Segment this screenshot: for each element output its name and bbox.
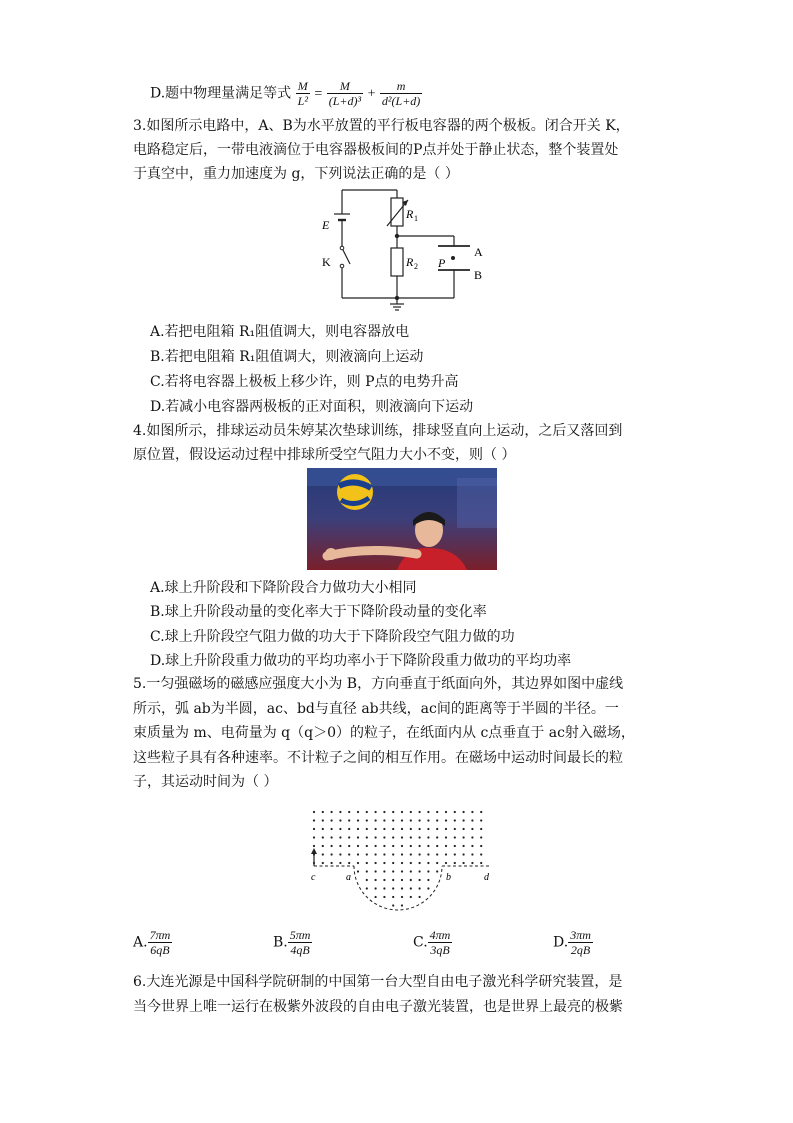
- answer-c-label: C.: [413, 934, 428, 951]
- field-dot: [366, 811, 368, 813]
- field-dot: [445, 853, 447, 855]
- field-dot: [427, 828, 429, 830]
- field-dot: [401, 845, 403, 847]
- field-dot: [366, 819, 368, 821]
- label-c: c: [311, 872, 316, 883]
- field-dot: [445, 828, 447, 830]
- field-dot: [375, 828, 377, 830]
- field-dot: [419, 896, 421, 898]
- field-dot: [427, 811, 429, 813]
- label-a: a: [346, 872, 351, 883]
- field-dot: [427, 887, 429, 889]
- field-dot: [463, 836, 465, 838]
- field-dot: [339, 828, 341, 830]
- field-dot: [366, 887, 368, 889]
- field-dot: [357, 853, 359, 855]
- field-dot: [410, 845, 412, 847]
- field-dot: [454, 828, 456, 830]
- field-dot: [392, 811, 394, 813]
- field-dot: [445, 845, 447, 847]
- q2-option-d: D.题中物理量满足等式 $\frac{M}{\text{L²}}$ = $\frac{M}{\text{(L+d)³}}$ + $\frac{m}{\text{d²(L+d)}}$: [150, 79, 421, 108]
- field-dot: [436, 828, 438, 830]
- answer-c-den: 3qB: [430, 943, 450, 957]
- label-b: b: [446, 872, 451, 883]
- field-dot: [357, 845, 359, 847]
- circuit-diagram: [310, 186, 500, 316]
- q4-option-a: A.球上升阶段和下降阶段合力做功大小相同: [150, 580, 417, 596]
- field-dot: [348, 836, 350, 838]
- q4-stem-line-1: 4.如图所示，排球运动员朱婷某次垫球训练，排球竖直向上运动，之后又落回到: [133, 423, 623, 439]
- field-dot: [313, 828, 315, 830]
- field-dot: [401, 904, 403, 906]
- field-dot: [375, 879, 377, 881]
- field-dot: [445, 836, 447, 838]
- field-dot: [322, 853, 324, 855]
- field-dot: [383, 836, 385, 838]
- field-dot: [366, 836, 368, 838]
- field-dot: [392, 836, 394, 838]
- field-dot: [339, 811, 341, 813]
- field-dot: [419, 845, 421, 847]
- field-dot: [375, 845, 377, 847]
- field-dot: [410, 879, 412, 881]
- field-dot: [392, 862, 394, 864]
- field-dot: [375, 853, 377, 855]
- field-dot: [463, 845, 465, 847]
- field-dot: [410, 870, 412, 872]
- field-dot: [401, 828, 403, 830]
- field-dot: [331, 845, 333, 847]
- field-dot: [445, 811, 447, 813]
- field-dot: [383, 819, 385, 821]
- field-dot: [366, 862, 368, 864]
- field-dot: [445, 819, 447, 821]
- field-dot: [480, 828, 482, 830]
- field-dot: [331, 828, 333, 830]
- magnetic-field-diagram: [300, 804, 500, 916]
- field-dot: [322, 819, 324, 821]
- field-dot: [463, 819, 465, 821]
- answer-a-den: 6qB: [150, 943, 170, 957]
- field-dot: [348, 828, 350, 830]
- field-dot: [436, 853, 438, 855]
- field-dot: [331, 811, 333, 813]
- field-dot: [383, 828, 385, 830]
- field-dot: [375, 896, 377, 898]
- eq-lhs-num: M: [296, 79, 310, 94]
- label-A: A: [474, 245, 483, 259]
- field-dot: [454, 845, 456, 847]
- field-dot: [366, 879, 368, 881]
- q5-answer-c: [413, 928, 452, 957]
- field-dot: [419, 870, 421, 872]
- field-dot: [445, 862, 447, 864]
- field-dot: [471, 853, 473, 855]
- field-dot: [366, 853, 368, 855]
- eq-lhs-den: L²: [297, 94, 308, 108]
- field-dot: [410, 836, 412, 838]
- field-dot: [410, 853, 412, 855]
- field-dot: [436, 870, 438, 872]
- field-dot: [366, 828, 368, 830]
- field-dot: [383, 862, 385, 864]
- field-dot: [436, 819, 438, 821]
- field-dot: [419, 862, 421, 864]
- q4-option-c: C.球上升阶段空气阻力做的功大于下降阶段空气阻力做的功: [150, 629, 515, 645]
- field-dot: [366, 845, 368, 847]
- field-dot: [401, 896, 403, 898]
- field-dot: [471, 819, 473, 821]
- field-dot: [419, 836, 421, 838]
- field-dot: [427, 819, 429, 821]
- field-dot: [454, 853, 456, 855]
- field-dot: [410, 887, 412, 889]
- field-dot: [383, 896, 385, 898]
- field-dot: [436, 811, 438, 813]
- field-dot: [436, 862, 438, 864]
- field-dot: [480, 853, 482, 855]
- field-dot: [401, 862, 403, 864]
- field-dot: [401, 819, 403, 821]
- field-dot: [331, 836, 333, 838]
- answer-b-num: 5πm: [289, 928, 311, 942]
- field-dot: [348, 811, 350, 813]
- field-dot: [322, 845, 324, 847]
- field-dot: [322, 836, 324, 838]
- answer-d-num: 3πm: [570, 928, 591, 942]
- q3-option-d: D.若减小电容器两极板的正对面积，则液滴向下运动: [150, 399, 474, 415]
- field-dot: [339, 819, 341, 821]
- field-dot: [480, 836, 482, 838]
- field-dot: [392, 853, 394, 855]
- field-dot: [392, 904, 394, 906]
- field-dot: [401, 879, 403, 881]
- q6-stem-line-1: 6.大连光源是中国科学院研制的中国第一台大型自由电子激光科学研究装置，是: [133, 974, 623, 990]
- label-R1: R: [406, 207, 414, 221]
- q5-stem-line-3: 束质量为 m、电荷量为 q（q＞0）的粒子，在纸面内从 c点垂直于 ac射入磁场，: [133, 725, 635, 741]
- field-dot: [375, 887, 377, 889]
- q4-option-d: D.球上升阶段重力做功的平均功率小于下降阶段重力做功的平均功率: [150, 653, 572, 669]
- field-dot: [375, 836, 377, 838]
- answer-b-den: 4qB: [290, 943, 310, 957]
- field-dot: [463, 853, 465, 855]
- volleyball-photo: [307, 468, 497, 570]
- field-dot: [480, 862, 482, 864]
- q3-stem-line-1: 3.如图所示电路中，A、B为水平放置的平行板电容器的两个极板。闭合开关 K，: [133, 118, 630, 134]
- answer-d-den: 2qB: [570, 943, 591, 957]
- field-dot: [480, 845, 482, 847]
- q5-stem-line-4: 这些粒子具有各种速率。不计粒子之间的相互作用。在磁场中运动时间最长的粒: [133, 750, 623, 766]
- field-dot: [348, 862, 350, 864]
- field-dot: [471, 845, 473, 847]
- field-dot: [348, 819, 350, 821]
- field-dot: [419, 887, 421, 889]
- field-dot: [410, 896, 412, 898]
- field-dot: [357, 828, 359, 830]
- q4-option-b: B.球上升阶段动量的变化率大于下降阶段动量的变化率: [150, 604, 487, 620]
- field-dot: [436, 845, 438, 847]
- eq-lhs-fraction: [296, 79, 310, 108]
- field-dot: [339, 845, 341, 847]
- eq-r1-den: (L+d)³: [328, 94, 362, 108]
- field-dot: [322, 862, 324, 864]
- q3-option-b: B.若把电阻箱 R₁阻值调大，则液滴向上运动: [150, 349, 424, 365]
- label-R1-sub: 1: [414, 214, 418, 223]
- field-dot: [454, 811, 456, 813]
- label-K: K: [322, 255, 331, 269]
- q5-stem-line-1: 5.一匀强磁场的磁感应强度大小为 B，方向垂直于纸面向外，其边界如图中虚线: [133, 676, 624, 692]
- field-dot: [427, 870, 429, 872]
- field-dot: [357, 870, 359, 872]
- field-dot: [419, 853, 421, 855]
- field-dot: [463, 811, 465, 813]
- field-dot: [401, 853, 403, 855]
- field-dot: [410, 828, 412, 830]
- field-dot: [383, 887, 385, 889]
- field-dot: [357, 836, 359, 838]
- field-dot: [463, 862, 465, 864]
- field-dot: [348, 853, 350, 855]
- field-dot: [427, 853, 429, 855]
- field-dot: [454, 836, 456, 838]
- field-dot: [357, 811, 359, 813]
- field-dot: [463, 828, 465, 830]
- field-dot: [454, 862, 456, 864]
- field-dot: [313, 836, 315, 838]
- q4-stem-line-2: 原位置，假设运动过程中排球所受空气阻力大小不变，则（ ）: [133, 447, 516, 463]
- field-dot: [419, 828, 421, 830]
- field-dot: [419, 811, 421, 813]
- field-dot: [454, 819, 456, 821]
- field-dot: [375, 811, 377, 813]
- field-dot: [480, 819, 482, 821]
- q5-answer-d: [553, 928, 593, 957]
- answer-a-num: 7πm: [149, 928, 171, 942]
- q5-answer-a: [133, 928, 172, 957]
- label-E: E: [322, 218, 330, 232]
- field-dot: [313, 811, 315, 813]
- eq-r1-fraction: [327, 79, 363, 108]
- field-dot: [322, 811, 324, 813]
- label-d: d: [484, 872, 489, 883]
- field-dot: [322, 828, 324, 830]
- eq-r1-num: M: [327, 79, 363, 94]
- field-dot: [375, 862, 377, 864]
- q5-stem-line-2: 所示，弧 ab为半圆，ac、bd与直径 ab共线，ac间的距离等于半圆的半径。一: [133, 701, 619, 717]
- q3-stem-line-3: 于真空中，重力加速度为 g，下列说法正确的是（ ）: [133, 166, 459, 182]
- field-dot: [471, 828, 473, 830]
- answer-d-label: D.: [553, 934, 569, 951]
- field-dot: [427, 836, 429, 838]
- field-dot: [339, 862, 341, 864]
- q3-stem-line-2: 电路稳定后，一带电液滴位于电容器极板间的P点并处于静止状态，整个装置处: [133, 142, 619, 158]
- field-dot: [392, 845, 394, 847]
- field-dot: [375, 819, 377, 821]
- field-dot: [410, 811, 412, 813]
- field-dot: [410, 862, 412, 864]
- field-dot: [392, 896, 394, 898]
- eq-r2-num: m: [380, 79, 422, 94]
- answer-c-num: 4πm: [429, 928, 451, 942]
- field-dot: [436, 836, 438, 838]
- field-dot: [313, 845, 315, 847]
- field-dot: [339, 853, 341, 855]
- label-R2-sub: 2: [414, 262, 418, 271]
- field-dot: [392, 879, 394, 881]
- label-R2: R: [406, 255, 414, 269]
- field-dot: [427, 862, 429, 864]
- q3-option-a: A.若把电阻箱 R₁阻值调大，则电容器放电: [150, 324, 410, 340]
- field-dot: [313, 819, 315, 821]
- label-B: B: [474, 268, 483, 282]
- field-dot: [427, 845, 429, 847]
- field-dot: [383, 845, 385, 847]
- field-dot: [419, 819, 421, 821]
- answer-b-label: B.: [273, 934, 288, 951]
- field-dot: [401, 811, 403, 813]
- eq-r2-den: d²(L+d): [381, 94, 421, 108]
- field-dot: [401, 870, 403, 872]
- q6-stem-line-2: 当今世界上唯一运行在极紫外波段的自由电子激光装置，也是世界上最亮的极紫: [133, 999, 623, 1015]
- field-dot: [471, 862, 473, 864]
- field-dot: [392, 887, 394, 889]
- field-dot: [383, 870, 385, 872]
- field-dot: [348, 845, 350, 847]
- field-dot: [392, 819, 394, 821]
- field-dot: [339, 836, 341, 838]
- field-dot: [410, 819, 412, 821]
- field-dot: [357, 862, 359, 864]
- field-dot: [331, 819, 333, 821]
- field-dot: [401, 836, 403, 838]
- field-dot: [480, 811, 482, 813]
- q5-answer-b: [273, 928, 312, 957]
- field-dot: [331, 853, 333, 855]
- field-dot: [331, 862, 333, 864]
- field-dot: [427, 879, 429, 881]
- field-dot: [392, 828, 394, 830]
- field-dot: [383, 853, 385, 855]
- field-dot: [392, 870, 394, 872]
- field-dot: [357, 819, 359, 821]
- field-dot: [471, 836, 473, 838]
- field-dot: [383, 811, 385, 813]
- field-dot: [383, 879, 385, 881]
- answer-a-label: A.: [133, 934, 148, 951]
- field-dot: [471, 811, 473, 813]
- field-dot: [401, 887, 403, 889]
- field-dot: [419, 879, 421, 881]
- field-dot: [366, 870, 368, 872]
- field-dot: [375, 870, 377, 872]
- label-P: P: [438, 256, 446, 270]
- eq-r2-fraction: [380, 79, 422, 108]
- q2-option-d-prefix: D.题中物理量满足等式: [150, 85, 292, 102]
- q3-option-c: C.若将电容器上极板上移少许，则 P点的电势升高: [150, 374, 459, 390]
- q5-stem-line-5: 子，其运动时间为（ ）: [133, 774, 278, 790]
